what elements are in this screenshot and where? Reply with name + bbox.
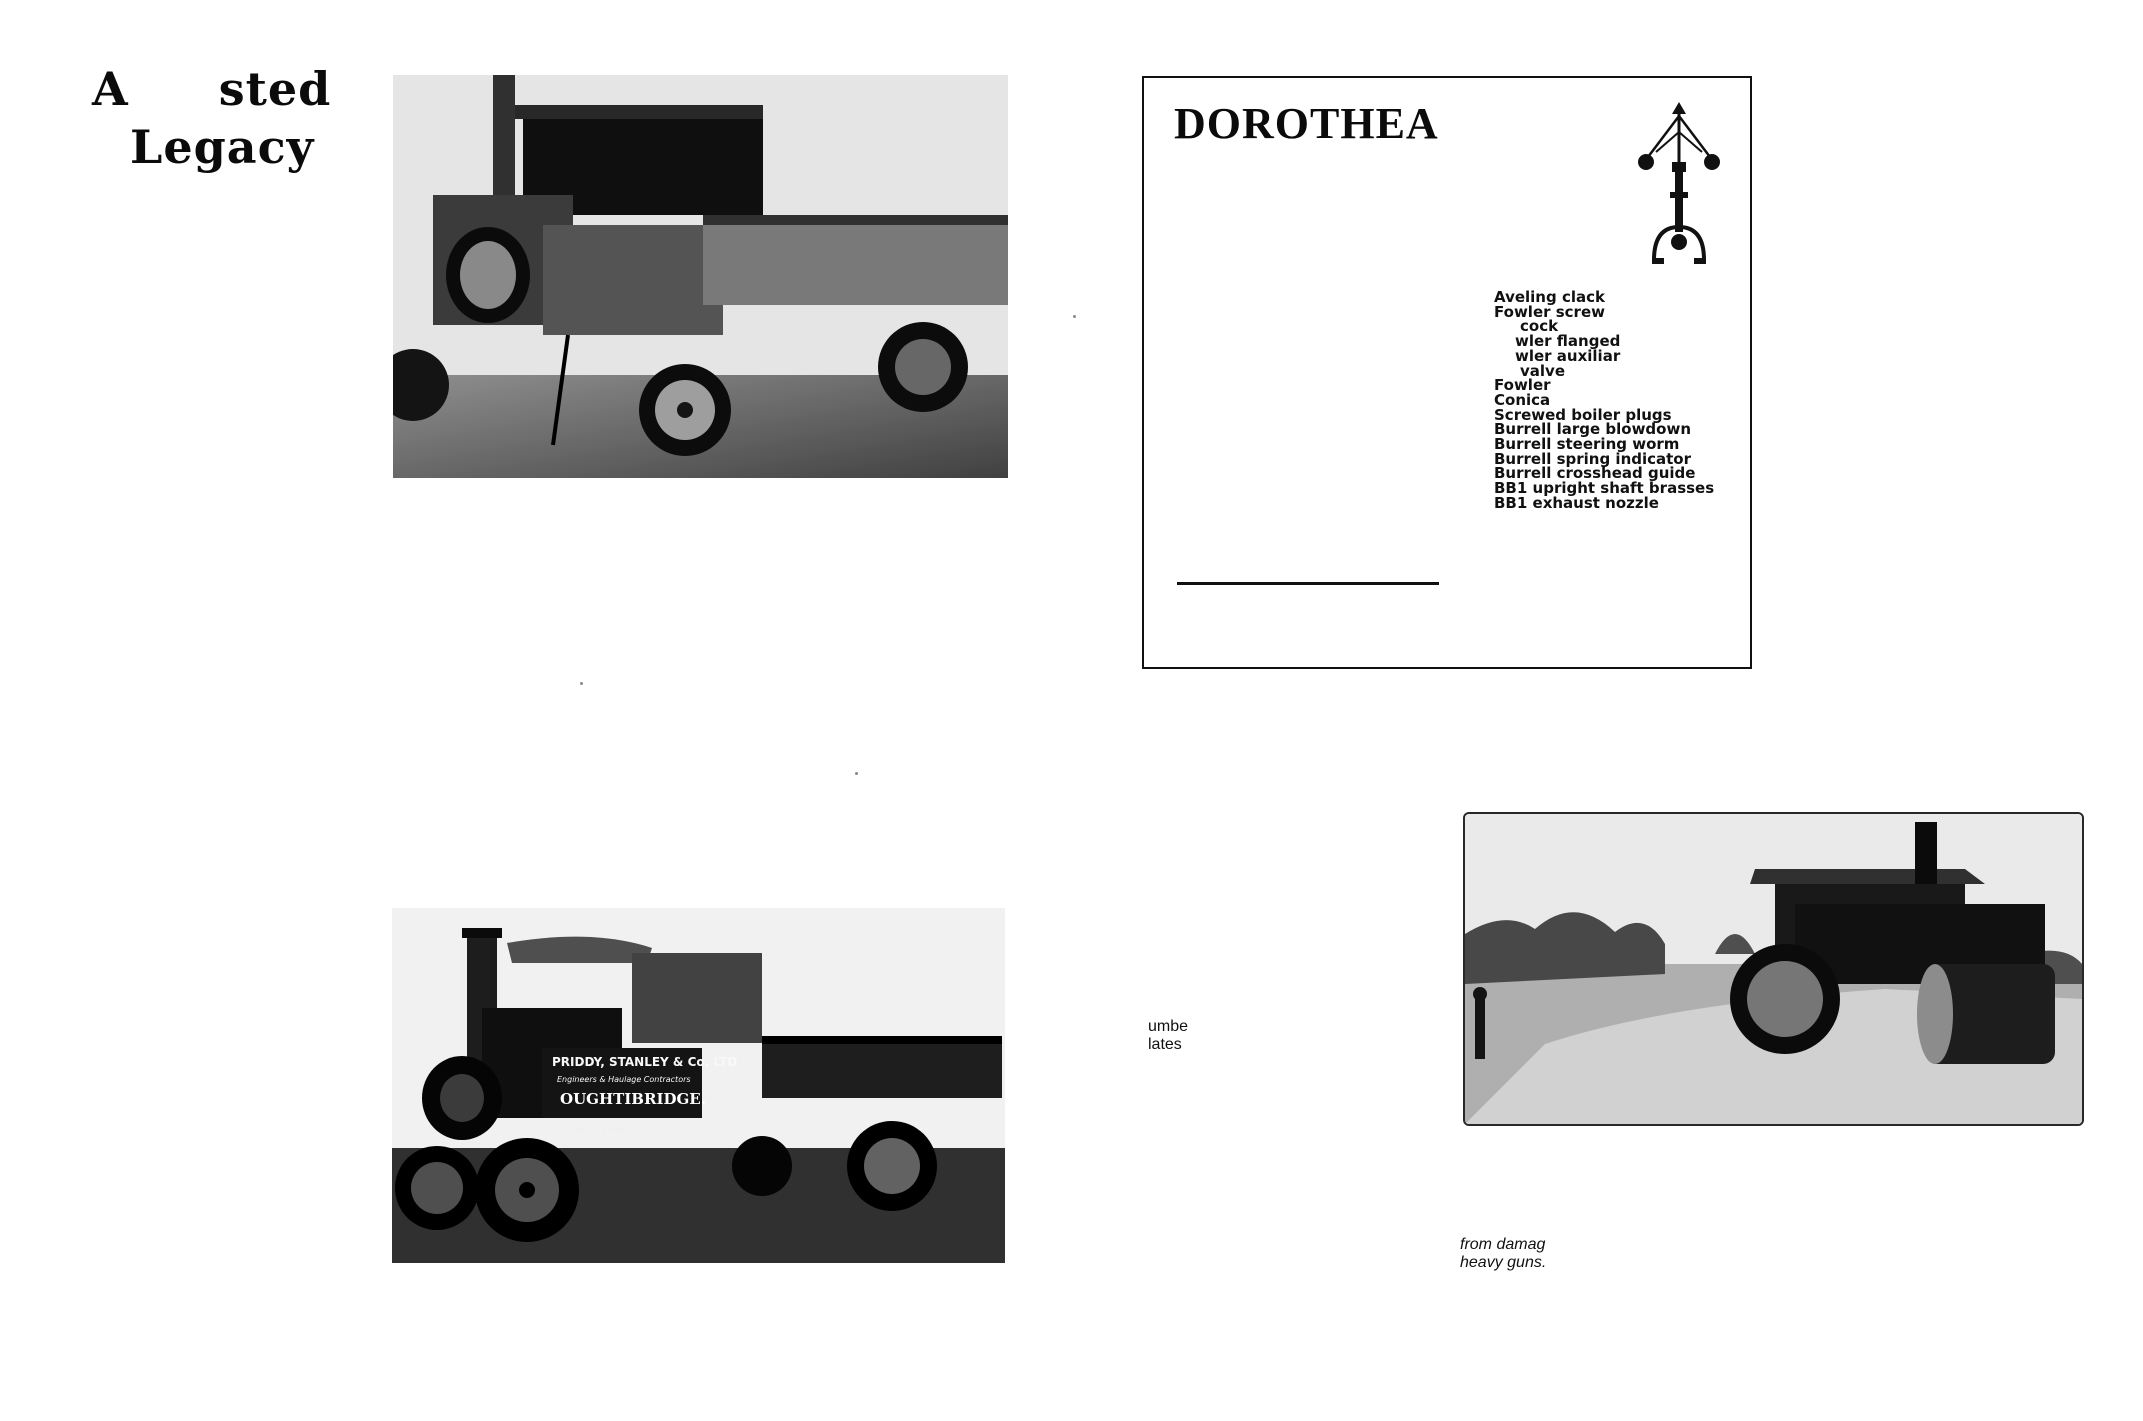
parts-list-item: Fowler [1494,376,1551,395]
photo-priddy-stanley-wagon [392,908,1005,1263]
boxout-heading: DOROTHEA [1174,99,1439,148]
caption-right-line2: heavy guns. [1460,1254,1547,1271]
scan-speck [855,772,858,775]
photo-steam-roller [1463,812,2084,1126]
dorothea-boxout [1142,76,1752,669]
parts-list-item: Burrell steering worm [1494,435,1680,454]
wagon-lettering-line3: OUGHTIBRIDGE. [560,1090,706,1108]
article-title-line1 [92,60,331,118]
caption-right [1460,1236,1546,1272]
parts-list-item: cock [1520,317,1559,336]
parts-list-item: Aveling clack [1494,288,1605,306]
parts-list-item: wler flanged [1515,332,1621,351]
caption-middle-line1: umbe [1148,1018,1189,1035]
caption-middle [1148,1018,1188,1054]
parts-list-item: Burrell large blowdown [1494,420,1691,439]
wagon-lettering-line1: PRIDDY, STANLEY & Co. LTD [552,1055,738,1069]
parts-list-item: Burrell spring indicator [1494,449,1692,468]
boxout-rule [1177,582,1439,585]
wagon-lettering-line4: SPEED 5 MPH. [572,1126,629,1135]
parts-list-item: wler auxiliar [1515,346,1621,365]
parts-list-item: BB1 upright shaft brasses [1494,479,1715,498]
caption-middle-line2: lates [1148,1036,1182,1053]
parts-list-item: Fowler screw [1494,302,1605,321]
title-word-a: A [92,62,129,116]
governor-icon [1634,102,1724,267]
parts-list-item: valve [1520,361,1565,380]
wagon-lettering-line2: Engineers & Haulage Contractors [557,1075,691,1084]
scan-speck [580,682,583,685]
parts-list-item: Screwed boiler plugs [1494,405,1672,424]
parts-list-item: Burrell crosshead guide [1494,464,1696,483]
parts-list-item: Conica [1494,390,1551,409]
parts-list-item: BB1 exhaust nozzle [1494,493,1659,512]
title-word-sted: sted [218,62,332,116]
caption-right-line1: from damag [1460,1236,1546,1253]
article-title-line2: Legacy [130,120,315,174]
scan-speck [1073,315,1076,318]
parts-list [1494,290,1714,511]
photo-derelict-steam-wagon [393,75,1008,478]
